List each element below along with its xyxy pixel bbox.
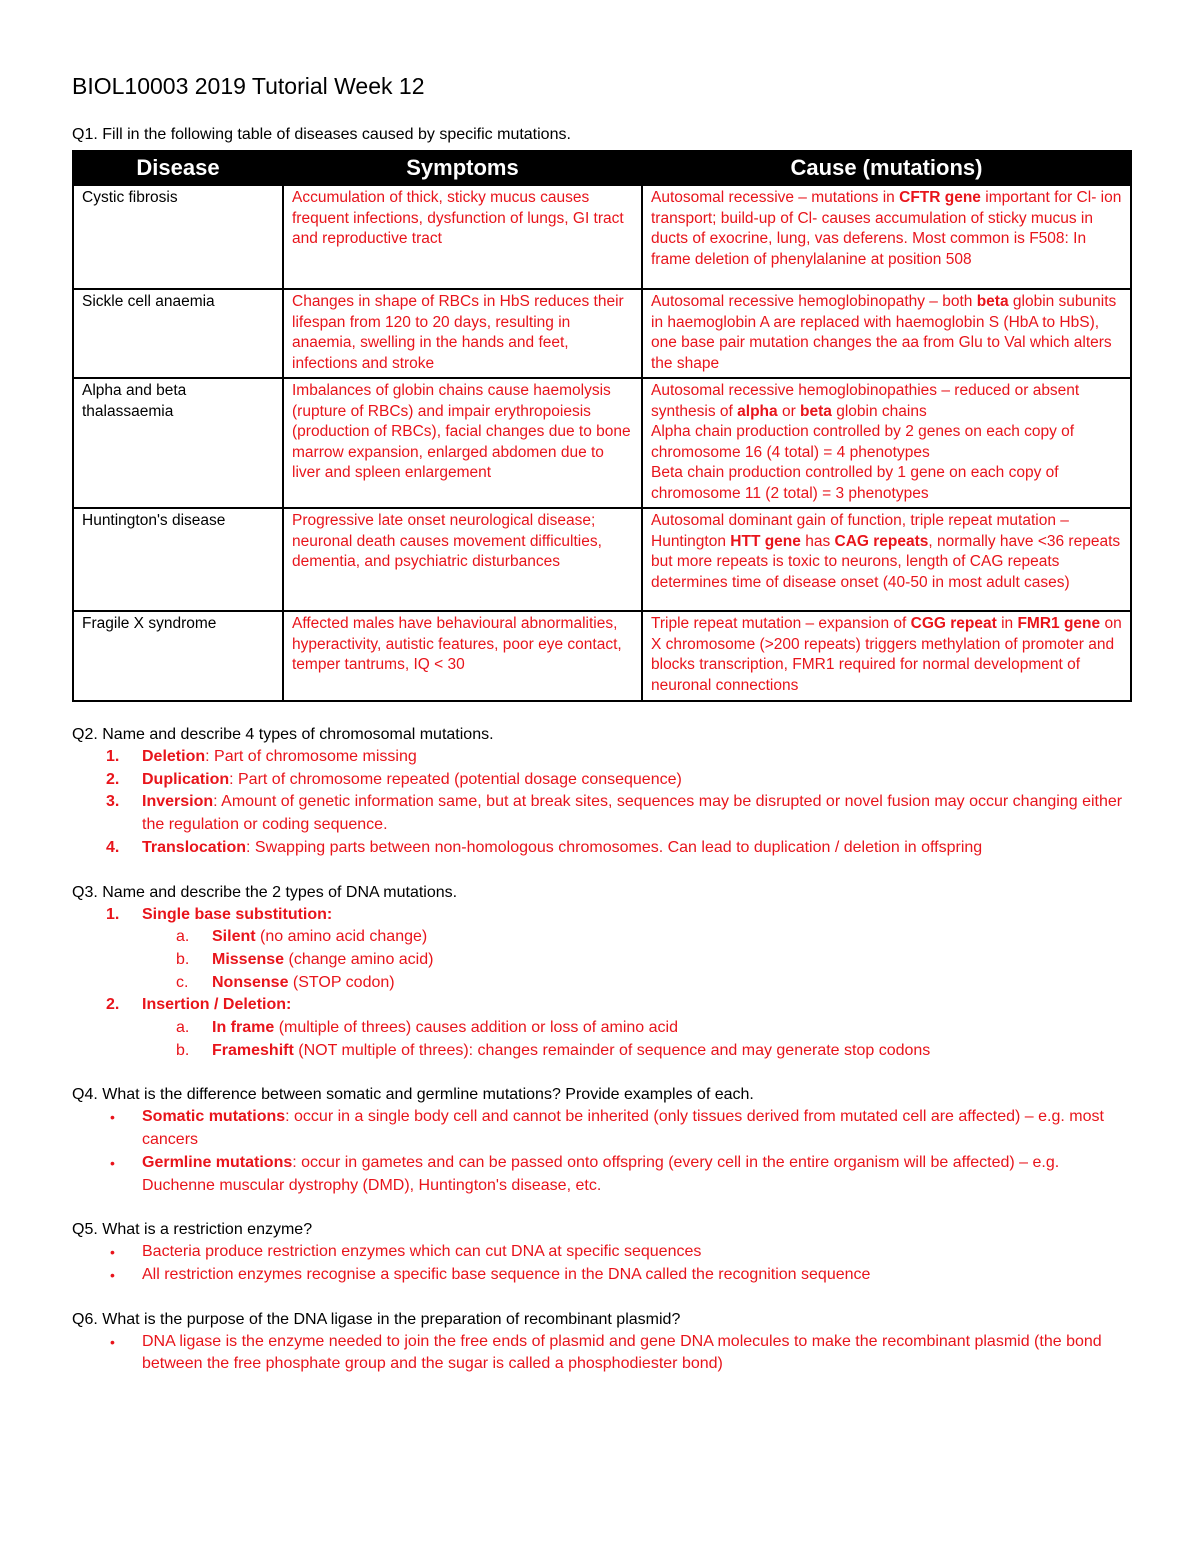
table-row bbox=[73, 508, 1131, 611]
sub-list-item bbox=[72, 1017, 1130, 1040]
symptoms-cell: Imbalances of globin chains cause haemolysis (rupture of RBCs) and impair erythropoiesis (production of RBCs), facial changes due to bone marrow expansion, enlarged abdomen due to liver and spleen enlargement bbox=[283, 378, 642, 508]
table-row bbox=[73, 289, 1131, 378]
item-letter: b. bbox=[176, 1041, 190, 1059]
bullet-icon: • bbox=[110, 1333, 115, 1350]
term: Missense bbox=[212, 950, 285, 968]
sub-list bbox=[72, 1017, 1130, 1062]
item-letter: b. bbox=[176, 950, 190, 968]
bullet-icon: • bbox=[110, 1109, 115, 1126]
cause-keyword: CGG repeat bbox=[910, 615, 997, 632]
q1-question: Q1. Fill in the following table of diseases caused by specific mutations. bbox=[72, 126, 571, 143]
term: Germline mutations bbox=[142, 1153, 293, 1171]
item-number: 2. bbox=[106, 996, 120, 1014]
q2-section bbox=[72, 724, 1130, 860]
symptoms-cell: Accumulation of thick, sticky mucus causes frequent infections, dysfunction of lungs, GI tract and reproductive tract bbox=[283, 185, 642, 289]
cause-cell bbox=[642, 611, 1131, 701]
sub-list-item bbox=[72, 972, 1130, 995]
description: : Swapping parts between non-homologous chromosomes. Can lead to duplication / deletion in offspring bbox=[246, 838, 983, 856]
q6-list bbox=[72, 1331, 1130, 1376]
description: : occur in a single body cell and cannot be inherited (only tissues derived from mutated cell are affected) – e.g. most cancers bbox=[142, 1108, 1104, 1149]
term: Inversion bbox=[142, 793, 214, 811]
term: Nonsense bbox=[212, 973, 289, 991]
cause-keyword: HTT gene bbox=[730, 532, 801, 550]
bullet-icon: • bbox=[110, 1244, 115, 1261]
header-cause: Cause (mutations) bbox=[642, 151, 1131, 185]
cause-cell bbox=[642, 289, 1131, 378]
sub-list-wrapper bbox=[72, 926, 1130, 994]
term: Somatic mutations bbox=[142, 1108, 286, 1126]
list-item bbox=[72, 994, 1130, 1017]
term: Silent bbox=[212, 928, 256, 946]
table-row bbox=[73, 185, 1131, 289]
table-row bbox=[73, 611, 1131, 701]
header-symptoms: Symptoms bbox=[283, 151, 642, 185]
term: Frameshift bbox=[212, 1041, 294, 1059]
disease-cell: Sickle cell anaemia bbox=[73, 289, 283, 378]
q5-question: Q5. What is a restriction enzyme? bbox=[72, 1221, 313, 1239]
bullet-icon: • bbox=[110, 1154, 115, 1171]
q4-question: Q4. What is the difference between somatic and germline mutations? Provide examples of each. bbox=[72, 1086, 754, 1104]
q3-section bbox=[72, 882, 1130, 1063]
cause-cell bbox=[642, 378, 1131, 508]
table-header-row bbox=[73, 151, 1131, 185]
answer-text: DNA ligase is the enzyme needed to join the free ends of plasmid and gene DNA molecules to make the recombinant plasmid (the bond between the free phosphate group and the sugar is called a phosphodiester bond) bbox=[142, 1332, 1102, 1373]
sub-list-item bbox=[72, 1040, 1130, 1063]
sub-list-item bbox=[72, 949, 1130, 972]
cause-text: Autosomal recessive – mutations in bbox=[651, 189, 900, 206]
symptoms-cell: Progressive late onset neurological disease; neuronal death causes movement difficulties, dementia, and psychiatric disturbances bbox=[283, 508, 642, 611]
item-number: 4. bbox=[106, 838, 120, 856]
description: : Part of chromosome repeated (potential dosage consequence) bbox=[229, 770, 682, 788]
cause-text: Autosomal dominant gain of function, triple repeat mutation – Huntington bbox=[651, 512, 1069, 550]
bullet-icon: • bbox=[110, 1266, 115, 1283]
list-item bbox=[72, 904, 1130, 927]
description: (NOT multiple of threes): changes remainder of sequence and may generate stop codons bbox=[293, 1041, 931, 1059]
cause-text: Alpha chain production controlled by 2 genes on each copy of chromosome 16 (4 total) = 4 phenotypes bbox=[651, 423, 1075, 461]
symptoms-cell: Changes in shape of RBCs in HbS reduces their lifespan from 120 to 20 days, resulting in anaemia, swelling in the hands and feet, infections and stroke bbox=[283, 289, 642, 378]
q3-list bbox=[72, 904, 1130, 1063]
group-heading: Single base substitution: bbox=[142, 905, 333, 923]
q3-question: Q3. Name and describe the 2 types of DNA mutations. bbox=[72, 883, 458, 901]
term: Translocation bbox=[142, 838, 247, 856]
description: (no amino acid change) bbox=[255, 928, 428, 946]
q5-section bbox=[72, 1219, 1130, 1286]
list-item bbox=[72, 791, 1130, 836]
q5-list bbox=[72, 1241, 1130, 1286]
cause-text: has bbox=[800, 532, 835, 550]
list-item bbox=[72, 1264, 1130, 1287]
cause-keyword: alpha bbox=[737, 402, 778, 420]
cause-text: globin subunits in haemoglobin A are replaced with haemoglobin S (HbA to HbS), one base pair mutation changes the aa from Glu to Val which alters the shape bbox=[651, 293, 1117, 372]
cause-keyword: FMR1 gene bbox=[1017, 615, 1101, 632]
answer-text: All restriction enzymes recognise a specific base sequence in the DNA called the recognition sequence bbox=[142, 1265, 871, 1283]
term: In frame bbox=[212, 1019, 275, 1037]
cause-text: in bbox=[996, 615, 1018, 632]
q4-section bbox=[72, 1084, 1130, 1197]
cause-text: important for Cl- ion transport; build-up of Cl- causes accumulation of sticky mucus in ducts of exocrine, lung, vas deferens. Most common is F508: In frame deletion of phenylalanine at position 508 bbox=[651, 189, 1122, 268]
document-page bbox=[72, 72, 1130, 1376]
item-number: 1. bbox=[106, 748, 120, 765]
cause-text: globin chains bbox=[831, 402, 927, 420]
list-item bbox=[72, 1331, 1130, 1376]
header-disease: Disease bbox=[73, 151, 283, 185]
cause-text: Autosomal recessive hemoglobinopathy – both bbox=[651, 293, 977, 310]
disease-cell: Fragile X syndrome bbox=[73, 611, 283, 701]
q6-section bbox=[72, 1309, 1130, 1376]
symptoms-cell: Affected males have behavioural abnormalities, hyperactivity, autistic features, poor eye contact, temper tantrums, IQ < 30 bbox=[283, 611, 642, 701]
disease-cell: Cystic fibrosis bbox=[73, 185, 283, 289]
cause-text: , normally have <36 repeats but more repeats is toxic to neurons, length of CAG repeats determines time of disease onset (40-50 in most adult cases) bbox=[651, 532, 1121, 591]
disease-table bbox=[72, 150, 1132, 702]
list-item bbox=[72, 1152, 1130, 1197]
item-letter: c. bbox=[176, 973, 189, 991]
cause-text: Beta chain production controlled by 1 gene on each copy of chromosome 11 (2 total) = 3 phenotypes bbox=[651, 464, 1059, 502]
description: (change amino acid) bbox=[284, 950, 434, 968]
item-letter: a. bbox=[176, 1019, 190, 1037]
term: Deletion bbox=[142, 748, 206, 765]
sub-list bbox=[72, 926, 1130, 994]
table-row bbox=[73, 378, 1131, 508]
cause-text: Triple repeat mutation – expansion of bbox=[651, 615, 911, 632]
q6-question: Q6. What is the purpose of the DNA ligase in the preparation of recombinant plasmid? bbox=[72, 1310, 681, 1328]
description: (multiple of threes) causes addition or loss of amino acid bbox=[274, 1019, 678, 1037]
list-item bbox=[72, 746, 1130, 769]
cause-keyword: beta bbox=[800, 402, 832, 420]
list-item bbox=[72, 1241, 1130, 1264]
term: Duplication bbox=[142, 770, 230, 788]
disease-cell: Alpha and beta thalassaemia bbox=[73, 378, 283, 508]
cause-text: Autosomal recessive hemoglobinopathies – reduced or absent synthesis of bbox=[651, 382, 1080, 420]
item-number: 3. bbox=[106, 793, 120, 811]
list-item bbox=[72, 769, 1130, 792]
list-item bbox=[72, 1106, 1130, 1151]
cause-cell bbox=[642, 185, 1131, 289]
description: : occur in gametes and can be passed onto offspring (every cell in the entire organism will be affected) – e.g. Duchenne muscular dystrophy (DMD), Huntington's disease, etc. bbox=[142, 1153, 1060, 1194]
cause-text: on X chromosome (>200 repeats) triggers methylation of promoter and blocks transcription, FMR1 required for normal development of neuronal connections bbox=[651, 615, 1122, 694]
page-title: BIOL10003 2019 Tutorial Week 12 bbox=[72, 73, 425, 99]
item-letter: a. bbox=[176, 928, 190, 946]
cause-keyword: CFTR gene bbox=[899, 189, 981, 206]
description: (STOP codon) bbox=[288, 973, 395, 991]
sub-list-wrapper bbox=[72, 1017, 1130, 1062]
q2-question: Q2. Name and describe 4 types of chromosomal mutations. bbox=[72, 726, 494, 743]
cause-text: or bbox=[777, 402, 801, 420]
answer-text: Bacteria produce restriction enzymes which can cut DNA at specific sequences bbox=[142, 1243, 702, 1261]
q4-list bbox=[72, 1106, 1130, 1197]
cause-cell bbox=[642, 508, 1131, 611]
cause-keyword: CAG repeats bbox=[834, 532, 929, 550]
description: : Part of chromosome missing bbox=[205, 748, 417, 765]
q2-list bbox=[72, 746, 1130, 860]
disease-cell: Huntington's disease bbox=[73, 508, 283, 611]
item-number: 2. bbox=[106, 770, 120, 788]
cause-keyword: beta bbox=[976, 293, 1009, 310]
group-heading: Insertion / Deletion: bbox=[142, 996, 292, 1014]
description: : Amount of genetic information same, but at break sites, sequences may be disrupted or novel fusion may occur changing either the regulation or coding sequence. bbox=[142, 793, 1123, 834]
list-item bbox=[72, 837, 1130, 860]
item-number: 1. bbox=[106, 905, 120, 923]
sub-list-item bbox=[72, 926, 1130, 949]
